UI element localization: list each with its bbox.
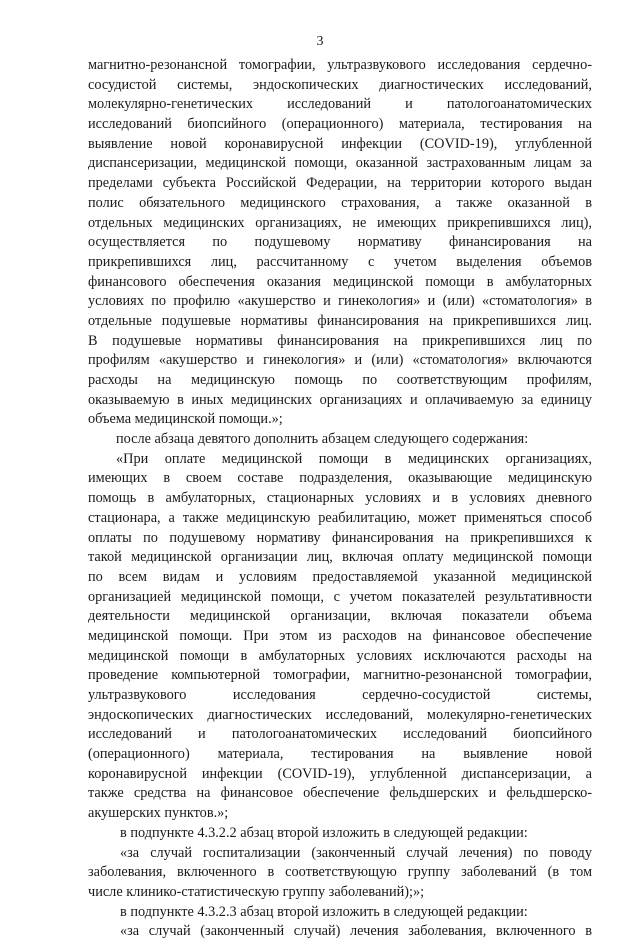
text-line: числе клинико-статистическую группу заболеваний);»;	[88, 883, 425, 900]
text-line: «за случай (законченный случай) лечения заболевания, включенного в	[120, 923, 592, 940]
text-line: оплаты по подушевому нормативу финансирования на прикрепившихся к	[88, 529, 592, 546]
text-line: магнитно-резонансной томографии, ультразвукового исследования сердечно-	[88, 57, 592, 73]
text-line: после абзаца девятого дополнить абзацем следующего содержания:	[116, 431, 529, 448]
text-line: полис обязательного медицинского страхования, а также оказанной в	[88, 194, 592, 211]
text-line: такой медицинской организации лиц, включая оплату медицинской помощи	[88, 549, 592, 566]
text-line: также средства на финансовое обеспечение фельдшерских и фельдшерско-	[88, 785, 592, 802]
text-line: молекулярно-генетических исследований и патологоанатомических	[88, 96, 592, 113]
text-line: диспансеризации, медицинской помощи, оказанной застрахованным лицам за	[88, 155, 592, 172]
text-line: медицинской помощи. При этом из расходов на финансовое обеспечение	[88, 627, 592, 644]
text-line: выявление новой коронавирусной инфекции (COVID-19), углубленной	[88, 135, 592, 152]
text-line: коронавирусной инфекции (COVID-19), углубленной диспансеризации, а	[88, 765, 592, 782]
text-line: организацией медицинской помощи, с учетом показателей результативности	[88, 588, 592, 605]
text-line: прикрепившихся лиц, рассчитанному с учетом выделения объемов	[88, 253, 592, 270]
text-line: в подпункте 4.3.2.2 абзац второй изложить в следующей редакции:	[120, 824, 528, 841]
text-line: условиях по профилю «акушерство и гинекология» и (или) «стоматология» в	[88, 293, 592, 310]
document-body	[88, 56, 592, 942]
text-line: пределами субъекта Российской Федерации, на территории которого выдан	[88, 175, 592, 192]
page-number: 3	[316, 34, 324, 49]
text-line: осуществляется по подушевому нормативу финансирования на	[88, 234, 592, 251]
text-line: проведение компьютерной томографии, магнитно-резонансной томографии,	[88, 667, 592, 684]
text-line: исследований биопсийного (операционного) материала, тестирования на	[88, 116, 592, 133]
text-line: по всем видам и условиям предоставляемой указанной медицинской	[88, 568, 592, 585]
text-line: расходы на медицинскую помощь по соответствующим профилям,	[88, 372, 592, 388]
text-line: В подушевые нормативы финансирования на прикрепившихся лиц по	[88, 332, 592, 349]
text-line: эндоскопических диагностических исследований, молекулярно-генетических	[88, 706, 592, 723]
text-line: (операционного) материала, тестирования на выявление новой	[88, 746, 592, 763]
text-line: акушерских пунктов.»;	[88, 805, 229, 822]
text-line: «за случай госпитализации (законченный случай лечения) по поводу	[120, 844, 592, 861]
text-line: отдельных медицинских организациях, не имеющих прикрепившихся лиц),	[88, 214, 592, 231]
text-line: медицинской помощи в амбулаторных условиях исключаются расходы на	[88, 647, 592, 664]
text-line: «При оплате медицинской помощи в медицинских организациях,	[116, 450, 592, 467]
text-line: отдельные подушевые нормативы финансирования на прикрепившихся лиц.	[88, 312, 592, 329]
text-line: оказываемую в иных медицинских организациях и оплачиваемую за единицу	[88, 391, 592, 408]
text-line: ультразвукового исследования сердечно-сосудистой системы,	[88, 687, 592, 703]
text-line: финансового обеспечения оказания медицинской помощи в амбулаторных	[88, 273, 592, 290]
text-line: объема медицинской помощи.»;	[88, 411, 283, 428]
text-line: помощь в амбулаторных, стационарных условиях и в условиях дневного	[88, 490, 592, 507]
text-line: заболевания, включенного в соответствующую группу заболеваний (в том	[88, 864, 592, 881]
text-line: исследований и патологоанатомических исследований биопсийного	[88, 726, 592, 743]
text-line: деятельности медицинской организации, включая показатели объема	[88, 608, 592, 625]
text-line: имеющих в своем составе подразделения, оказывающие медицинскую	[88, 470, 592, 487]
text-line: профилям «акушерство и гинекология» и (или) «стоматология» включаются	[88, 352, 592, 369]
text-line: стационара, а также медицинскую реабилитацию, может применяться способ	[88, 509, 592, 526]
text-line: сосудистой системы, эндоскопических диагностических исследований,	[88, 76, 592, 93]
text-line: в подпункте 4.3.2.3 абзац второй изложить в следующей редакции:	[120, 903, 528, 920]
